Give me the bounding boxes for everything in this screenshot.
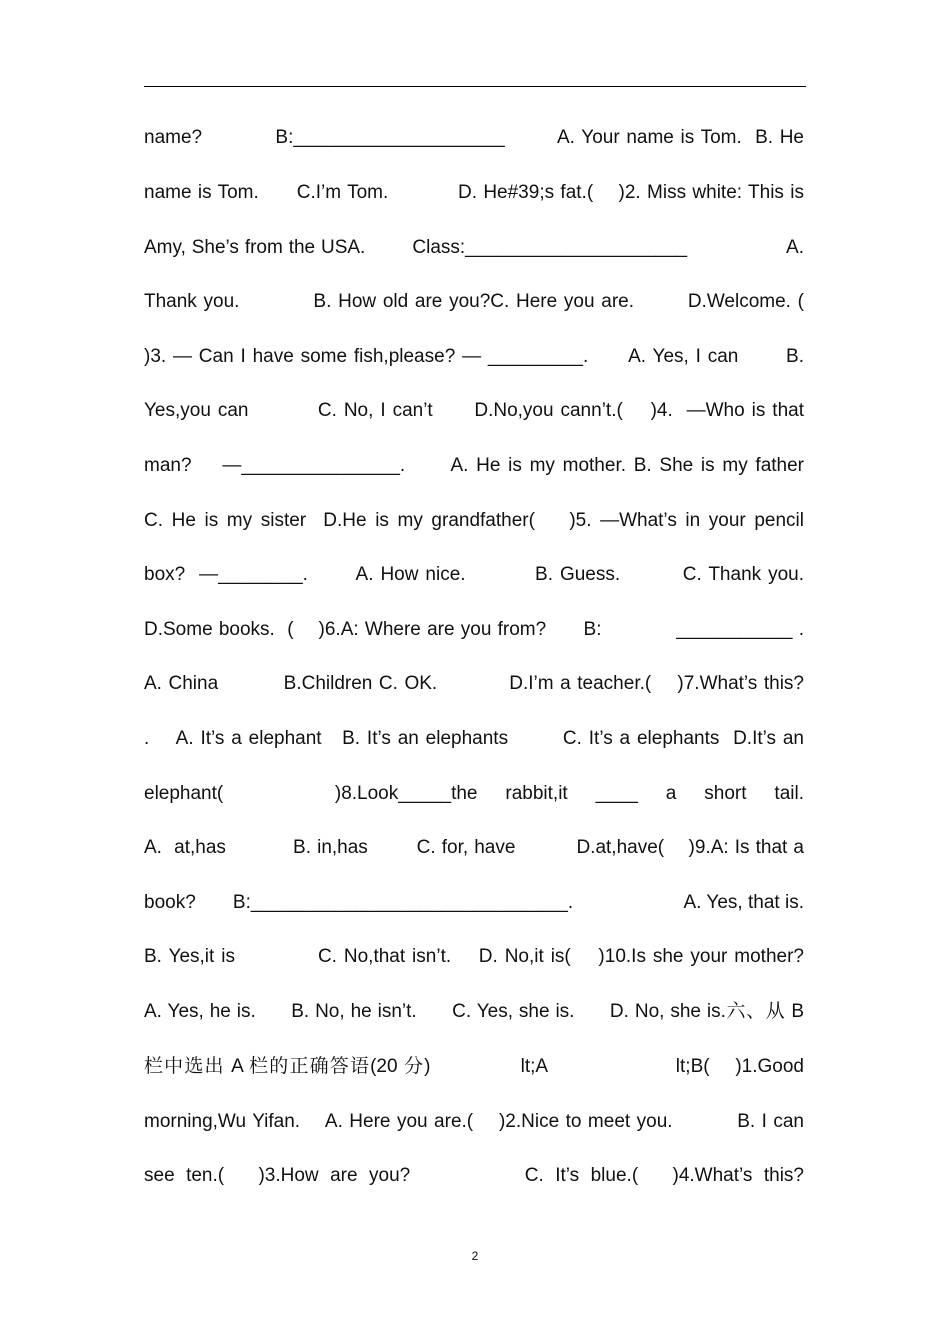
text-line: morning,Wu Yifan. A. Here you are.( )2.Nice to meet you. B. I can bbox=[144, 1111, 804, 1132]
text-line: Thank you. B. How old are you?C. Here you are. D.Welcome. ( bbox=[144, 291, 804, 312]
text-line: )3. — Can I have some fish,please? — _________. A. Yes, I can B. bbox=[144, 346, 804, 367]
text-line: 栏中选出 A 栏的正确答语(20 分) lt;A lt;B( )1.Good bbox=[144, 1056, 804, 1077]
text-line: man? —_______________. A. He is my mother. B. She is my father bbox=[144, 455, 804, 476]
text-line: A. at,has B. in,has C. for, have D.at,have( )9.A: Is that a bbox=[144, 837, 804, 858]
text-line: C. He is my sister D.He is my grandfather( )5. —What’s in your pencil bbox=[144, 510, 804, 531]
text-line: . A. It’s a elephant B. It’s an elephants C. It’s a elephants D.It’s an bbox=[144, 728, 804, 749]
text-line: box? —________. A. How nice. B. Guess. C. Thank you. bbox=[144, 564, 804, 585]
page-number: 2 bbox=[471, 1249, 479, 1263]
text-line: Amy, She’s from the USA. Class:_____________________ A. bbox=[144, 237, 804, 258]
top-divider bbox=[144, 86, 806, 87]
text-line: D.Some books. ( )6.A: Where are you from? B: ___________ . bbox=[144, 619, 804, 640]
text-line: A. Yes, he is. B. No, he isn’t. C. Yes, she is. D. No, she is.六、从 B bbox=[144, 1001, 804, 1022]
text-line: name? B:____________________ A. Your name is Tom. B. He bbox=[144, 127, 804, 148]
text-line: elephant( )8.Look_____the rabbit,it ____ a short tail. bbox=[144, 783, 804, 804]
text-line: book? B:______________________________. A. Yes, that is. bbox=[144, 892, 804, 913]
text-line: A. China B.Children C. OK. D.I’m a teacher.( )7.What’s this? bbox=[144, 673, 804, 694]
text-line: see ten.( )3.How are you? C. It’s blue.( )4.What’s this? bbox=[144, 1165, 804, 1186]
text-line: B. Yes,it is C. No,that isn’t. D. No,it is( )10.Is she your mother? bbox=[144, 946, 804, 967]
text-line: name is Tom. C.I’m Tom. D. He#39;s fat.( )2. Miss white: This is bbox=[144, 182, 804, 203]
text-line: Yes,you can C. No, I can’t D.No,you cann’t.( )4. —Who is that bbox=[144, 400, 804, 421]
